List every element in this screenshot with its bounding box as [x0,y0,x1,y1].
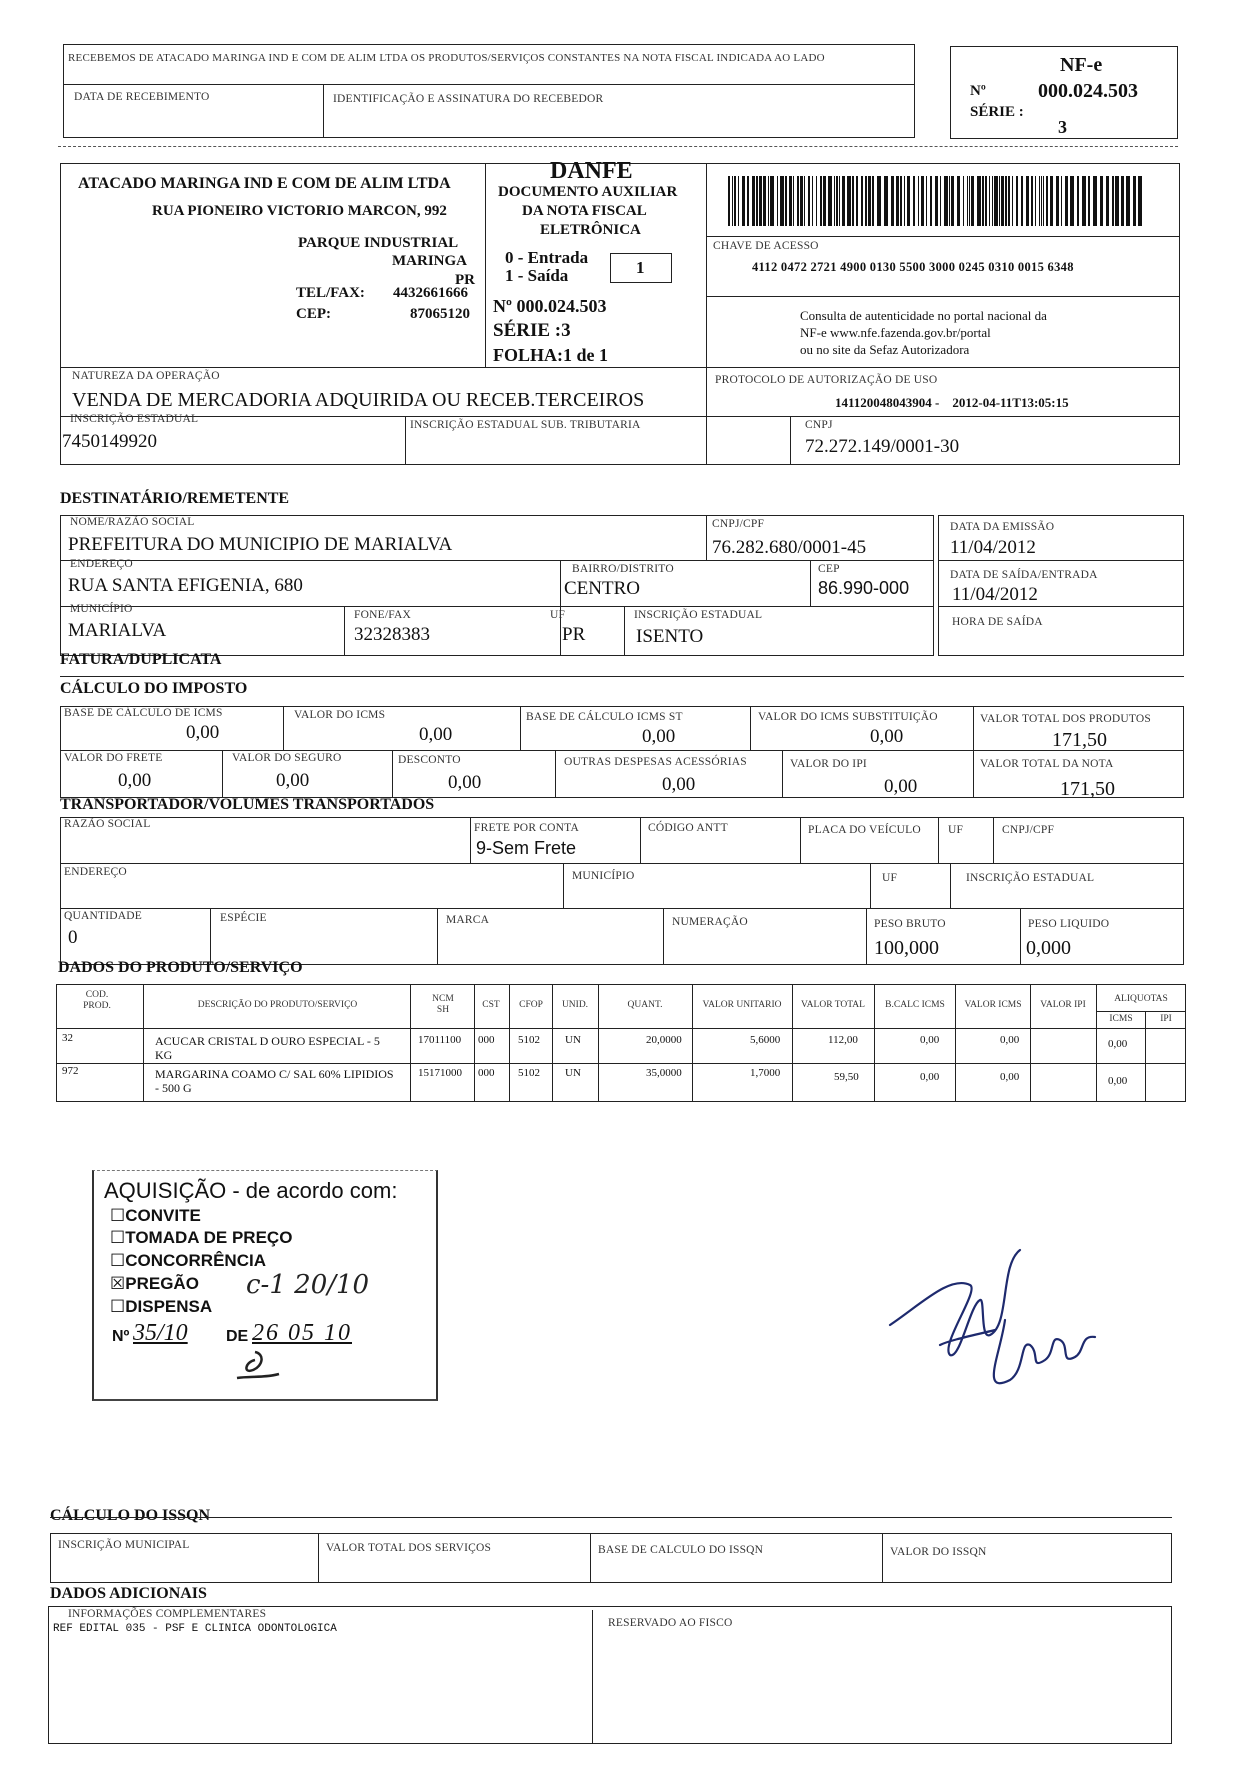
barcode-bar [1001,176,1004,226]
row1-quant: 20,0000 [646,1034,682,1046]
barcode-bar [926,176,927,226]
row2-quant: 35,0000 [646,1067,682,1079]
consult-line3: ou no site da Sefaz Autorizadora [800,342,970,357]
barcode-bar [1041,176,1042,226]
receiver-id-label: IDENTIFICAÇÃO E ASSINATURA DO RECEBEDOR [333,93,604,105]
recipient-name: PREFEITURA DO MUNICIPIO DE MARIALVA [68,534,453,555]
barcode-bar [847,176,851,226]
carrier-cnpj-label: CNPJ/CPF [1002,824,1055,836]
col-bcalc: B.CALC ICMS [885,1000,945,1010]
barcode-bar [907,176,910,226]
consult-line2: NF-e www.nfe.fazenda.gov.br/portal [800,325,991,340]
species-label: ESPÉCIE [220,912,267,924]
barcode-bar [1082,176,1086,226]
danfe-entrada: 0 - Entrada [505,248,589,267]
products-total-label: VALOR TOTAL DOS PRODUTOS [980,713,1151,725]
barcode-bar [1093,176,1097,226]
barcode-bar [891,176,894,226]
barcode-bar [971,176,974,226]
barcode-bar [732,176,733,226]
barcode-bar [804,176,805,226]
col-vtotal: VALOR TOTAL [801,1000,865,1010]
barcode-bar [1043,176,1044,226]
checkbox-checked-icon: ☒ [110,1274,126,1293]
barcode-bar [816,176,817,226]
numbering-label: NUMERAÇÃO [672,916,748,928]
icms-st-label: VALOR DO ICMS SUBSTITUIÇÃO [758,711,938,723]
nfe-stub-title: NF-e [1060,54,1103,76]
barcode-bar [793,176,794,226]
barcode-bar [1100,176,1103,226]
row1-cod: 32 [62,1032,73,1044]
col-aliq-ipi: IPI [1160,1014,1172,1024]
barcode-bar [967,176,968,226]
row2-unid: UN [565,1067,581,1079]
barcode-bar [752,176,755,226]
barcode-bar [877,176,881,226]
stamp-dispensa-label: DISPENSA [125,1297,213,1316]
barcode-bar [820,176,822,226]
fisco-label: RESERVADO AO FISCO [608,1617,733,1629]
row1-desc2: KG [155,1048,173,1062]
row2-aicms: 0,00 [1108,1075,1128,1087]
danfe-number: Nº 000.024.503 [493,296,607,316]
col-ncm: NCM SH [432,994,454,1015]
ipi-label: VALOR DO IPI [790,758,867,770]
barcode-bar [921,176,924,226]
recipient-phone: 32328383 [354,624,430,645]
row1-cfop: 5102 [518,1034,540,1046]
barcode-bar [1126,176,1130,226]
checkbox-empty-icon: ☐ [110,1251,126,1270]
barcode-bar [884,176,888,226]
barcode-bar [930,176,932,226]
issqn-base-label: BASE DE CALCULO DO ISSQN [598,1544,764,1556]
protocol-value: 141120048043904 - 2012-04-11T13:05:15 [835,395,1069,410]
consult-line1: Consulta de autenticidade no portal nacional da [800,308,1047,323]
barcode-bar [1106,176,1109,226]
barcode-bar [1005,176,1007,226]
icms-st: 0,00 [870,726,904,747]
danfe-sub1: DOCUMENTO AUXILIAR [498,184,678,200]
issqn-value-label: VALOR DO ISSQN [890,1546,987,1558]
icms-base-label: BASE DE CÁLCULO DE ICMS [64,707,223,719]
row1-vunit: 5,6000 [750,1034,781,1046]
freight: 0,00 [118,770,152,791]
freight-by-label: FRETE POR CONTA [474,822,579,834]
carrier-uf-label: UF [948,824,964,836]
barcode [728,176,1148,226]
barcode-bar [977,176,981,226]
invoice-section: FATURA/DUPLICATA [60,651,222,668]
handwritten-signature [880,1245,1110,1405]
col-vipi: VALOR IPI [1040,1000,1086,1010]
stamp-de-label: DE [226,1328,249,1345]
services-total-label: VALOR TOTAL DOS SERVIÇOS [326,1542,492,1554]
carrier-address-label: ENDEREÇO [64,866,127,878]
barcode-bar [1039,176,1040,226]
row2-cfop: 5102 [518,1067,540,1079]
issuer-cnpj-label: CNPJ [805,419,833,431]
stamp-opt-concorrencia [110,1251,266,1271]
nature-value: VENDA DE MERCADORIA ADQUIRIDA OU RECEB.TERCEIROS [72,389,645,411]
recipient-cep: 86.990-000 [818,578,910,598]
barcode-bar [1138,176,1142,226]
row2-desc1: MARGARINA COAMO C/ SAL 60% LIPIDIOS [155,1067,394,1081]
row2-desc2: - 500 G [155,1081,192,1095]
exit-date: 11/04/2012 [952,584,1038,605]
barcode-bar [789,176,792,226]
icms-value: 0,00 [419,724,453,745]
barcode-bar [1012,176,1013,226]
stamp-convite-label: CONVITE [125,1206,201,1225]
municipal-reg-label: INSCRIÇÃO MUNICIPAL [58,1539,190,1551]
state-reg-value: 7450149920 [62,431,157,452]
col-cod: COD. PROD. [83,990,111,1011]
stamp-pregao-number: c-1 20/10 [246,1270,370,1300]
issuer-name: ATACADO MARINGA IND E COM DE ALIM LTDA [78,175,451,192]
row2-ncm: 15171000 [418,1067,462,1079]
danfe-type: 1 [636,258,645,277]
ipi: 0,00 [884,776,918,797]
col-aliq-icms: ICMS [1109,1014,1133,1024]
icms-base: 0,00 [186,722,220,743]
barcode-bar [951,176,954,226]
stamp-date: 26 05 10 [252,1320,352,1346]
barcode-bar [842,176,845,226]
barcode-bar [1021,176,1023,226]
issuer-telfax-label: TEL/FAX: [296,285,365,301]
barcode-bar [1026,176,1029,226]
state-reg-st-label: INSCRIÇÃO ESTADUAL SUB. TRIBUTARIA [410,419,641,431]
access-key-label: CHAVE DE ACESSO [713,240,819,252]
barcode-bar [856,176,858,226]
recipient-address-label: ENDEREÇO [70,558,133,570]
receipt-statement: RECEBEMOS DE ATACADO MARINGA IND E COM DE ALIM LTDA OS PRODUTOS/SERVIÇOS CONSTANTES NA NOTA FISCAL INDICADA AO LADO [68,52,825,64]
complementary-info-label: INFORMAÇÕES COMPLEMENTARES [68,1608,267,1620]
gross-weight: 100,000 [874,937,939,959]
recipient-ie-label: INSCRIÇÃO ESTADUAL [634,609,763,621]
issue-date-label: DATA DA EMISSÃO [950,521,1055,533]
stamp-opt-convite [110,1206,201,1226]
recipient-city-label: MUNICÍPIO [70,603,133,615]
other-expenses-label: OUTRAS DESPESAS ACESSÓRIAS [564,756,747,768]
barcode-bar [1088,176,1090,226]
barcode-bar [944,176,948,226]
row2-vicms: 0,00 [1000,1071,1020,1083]
recipient-address: RUA SANTA EFIGENIA, 680 [68,575,303,596]
recipient-ie: ISENTO [636,626,704,647]
carrier-city-label: MUNICÍPIO [572,870,635,882]
row1-aicms: 0,00 [1108,1038,1128,1050]
products-section: DADOS DO PRODUTO/SERVIÇO [58,959,303,976]
barcode-bar [797,176,799,226]
quantity-label: QUANTIDADE [64,910,143,922]
barcode-bar [785,176,787,226]
additional-section: DADOS ADICIONAIS [50,1585,207,1602]
nfe-stub-serie: 3 [1058,117,1067,137]
col-quant: QUANT. [627,1000,663,1010]
danfe-folha: FOLHA:1 de 1 [493,345,608,365]
barcode-bar [756,176,758,226]
barcode-bar [969,176,970,226]
transport-section: TRANSPORTADOR/VOLUMES TRANSPORTADOS [60,796,435,813]
stamp-number-label: Nº [112,1328,130,1345]
barcode-bar [999,176,1000,226]
col-cst: CST [482,1000,500,1010]
row1-vicms: 0,00 [1000,1034,1020,1046]
danfe-serie: SÉRIE :3 [493,320,571,341]
tax-section: CÁLCULO DO IMPOSTO [60,680,248,697]
danfe-title: DANFE [550,158,633,184]
recipient-phone-label: FONE/FAX [354,609,411,621]
issuer-uf: PR [455,272,475,288]
danfe-sub3: ELETRÔNICA [540,222,641,238]
barcode-bar [812,176,813,226]
barcode-bar [1115,176,1119,226]
icms-st-base: 0,00 [642,726,676,747]
barcode-bar [728,176,730,226]
nature-label: NATUREZA DA OPERAÇÃO [72,370,220,382]
issuer-telfax: 4432661666 [393,285,468,301]
row1-bcalc: 0,00 [920,1034,940,1046]
barcode-bar [800,176,803,226]
barcode-bar [935,176,938,226]
complementary-info: REF EDITAL 035 - PSF E CLINICA ODONTOLOGICA [53,1623,337,1635]
barcode-bar [865,176,867,226]
recipient-section: DESTINATÁRIO/REMETENTE [60,490,290,507]
issqn-section: CÁLCULO DO ISSQN [50,1507,211,1524]
icms-value-label: VALOR DO ICMS [294,709,386,721]
barcode-bar [742,176,745,226]
checkbox-empty-icon: ☐ [110,1206,126,1225]
nfe-stub-serie-label: SÉRIE : [970,104,1024,120]
barcode-bar [957,176,960,226]
issuer-address: RUA PIONEIRO VICTORIO MARCON, 992 [152,203,447,219]
antt-label: CÓDIGO ANTT [648,822,728,834]
col-unid: UNID. [561,1000,589,1010]
col-vunit: VALOR UNITARIO [702,1000,782,1010]
barcode-bar [963,176,964,226]
col-vicms: VALOR ICMS [964,1000,1022,1010]
access-key: 4112 0472 2721 4900 0130 5500 3000 0245 0310 0015 6348 [752,260,1074,274]
barcode-bar [759,176,762,226]
nfe-stub-number-label: Nº [970,83,986,99]
checkbox-empty-icon: ☐ [110,1228,126,1247]
recipient-city: MARIALVA [68,620,167,641]
recipient-uf-label: UF [550,609,566,621]
barcode-bar [1016,176,1018,226]
barcode-bar [1031,176,1033,226]
stamp-concorrencia-label: CONCORRÊNCIA [125,1251,266,1270]
discount-label: DESCONTO [398,754,461,766]
barcode-bar [780,176,784,226]
exit-date-label: DATA DE SAÍDA/ENTRADA [950,569,1098,581]
invoice-total-label: VALOR TOTAL DA NOTA [980,758,1114,770]
carrier-uf2-label: UF [882,872,898,884]
recipient-district: CENTRO [564,578,640,599]
checkbox-empty-icon: ☐ [110,1297,126,1316]
products-total: 171,50 [1052,729,1107,751]
barcode-bar [770,176,774,226]
row1-vtotal: 112,00 [828,1034,858,1046]
cut-line [58,146,1178,147]
barcode-bar [982,176,984,226]
stamp-pregao-label: PREGÃO [125,1274,199,1293]
row2-vtotal: 59,50 [834,1071,859,1083]
state-reg-label: INSCRIÇÃO ESTADUAL [70,413,199,425]
barcode-bar [904,176,905,226]
col-aliq: ALIQUOTAS [1114,994,1168,1004]
col-cfop: CFOP [519,1000,543,1010]
recipient-cep-label: CEP [818,563,840,575]
stamp-opt-dispensa [110,1297,212,1317]
invoice-total: 171,50 [1060,778,1115,800]
issuer-cep: 87065120 [410,306,470,322]
recipient-cnpj-label: CNPJ/CPF [712,518,765,530]
barcode-bar [872,176,874,226]
barcode-bar [1077,176,1079,226]
barcode-bar [777,176,778,226]
danfe-sub2: DA NOTA FISCAL [522,203,647,219]
row2-bcalc: 0,00 [920,1071,940,1083]
protocol-label: PROTOCOLO DE AUTORIZAÇÃO DE USO [715,374,938,386]
insurance: 0,00 [276,770,310,791]
net-weight-label: PESO LIQUIDO [1028,918,1110,930]
row2-cst: 000 [478,1067,495,1079]
recipient-name-label: NOME/RAZÃO SOCIAL [70,516,195,528]
stamp-tomada-label: TOMADA DE PREÇO [125,1228,293,1247]
barcode-bar [839,176,840,226]
barcode-bar [949,176,950,226]
gross-weight-label: PESO BRUTO [874,918,946,930]
other-expenses: 0,00 [662,774,696,795]
stamp-title: AQUISIÇÃO - de acordo com: [104,1178,398,1203]
barcode-bar [900,176,902,226]
icms-st-base-label: BASE DE CÁLCULO ICMS ST [526,711,683,723]
barcode-bar [808,176,810,226]
plate-label: PLACA DO VEÍCULO [808,824,921,836]
barcode-bar [1065,176,1068,226]
barcode-bar [1061,176,1062,226]
freight-label: VALOR DO FRETE [64,752,163,764]
barcode-bar [940,176,941,226]
barcode-bar [1035,176,1036,226]
discount: 0,00 [448,772,482,793]
barcode-bar [918,176,919,226]
barcode-bar [896,176,899,226]
barcode-bar [768,176,769,226]
barcode-bar [1008,176,1010,226]
barcode-bar [1050,176,1053,226]
barcode-bar [994,176,998,226]
barcode-bar [747,176,749,226]
barcode-bar [985,176,987,226]
row2-cod: 972 [62,1065,79,1077]
stamp-opt-tomada [110,1228,292,1248]
issuer-district: PARQUE INDUSTRIAL [298,235,459,251]
issuer-cep-label: CEP: [296,306,331,322]
barcode-bar [861,176,863,226]
barcode-bar [763,176,766,226]
issqn-box [50,1533,1172,1583]
issuer-city: MARINGA [392,253,467,269]
row1-desc1: ACUCAR CRISTAL D OURO ESPECIAL - 5 [155,1034,380,1048]
barcode-bar [1133,176,1136,226]
row1-unid: UN [565,1034,581,1046]
quantity: 0 [68,927,78,948]
barcode-bar [1070,176,1074,226]
barcode-bar [913,176,915,226]
nfe-stub-number: 000.024.503 [1038,80,1138,102]
recipient-district-label: BAIRRO/DISTRITO [572,563,674,575]
freight-by: 9-Sem Frete [476,838,577,858]
stamp-number: 35/10 [133,1320,188,1346]
barcode-bar [989,176,990,226]
carrier-ie-label: INSCRIÇÃO ESTADUAL [966,872,1095,884]
stamp-opt-pregao [110,1274,199,1294]
receipt-date-label: DATA DE RECEBIMENTO [74,91,210,103]
barcode-bar [738,176,739,226]
stamp-initials [225,1348,285,1388]
brand-label: MARCA [446,914,490,926]
col-desc: DESCRIÇÃO DO PRODUTO/SERVIÇO [197,1000,358,1010]
barcode-bar [823,176,826,226]
barcode-bar [1121,176,1124,226]
barcode-bar [828,176,832,226]
issuer-cnpj: 72.272.149/0001-30 [805,436,960,457]
transport-box [60,817,1184,965]
row2-vunit: 1,7000 [750,1067,781,1079]
barcode-bar [852,176,854,226]
insurance-label: VALOR DO SEGURO [232,752,342,764]
barcode-bar [834,176,835,226]
barcode-bar [836,176,838,226]
barcode-bar [734,176,736,226]
issue-date: 11/04/2012 [950,537,1036,558]
row1-ncm: 17011100 [418,1034,462,1046]
danfe-saida: 1 - Saída [505,266,569,285]
barcode-bar [992,176,993,226]
barcode-bar [1046,176,1048,226]
recipient-uf: PR [562,624,586,645]
barcode-bar [1056,176,1059,226]
exit-time-label: HORA DE SAÍDA [952,616,1043,628]
carrier-name-label: RAZÃO SOCIAL [64,818,151,830]
net-weight: 0,000 [1026,937,1071,959]
row1-cst: 000 [478,1034,495,1046]
recipient-cnpj: 76.282.680/0001-45 [712,537,867,558]
barcode-bar [1112,176,1114,226]
barcode-bar [868,176,871,226]
